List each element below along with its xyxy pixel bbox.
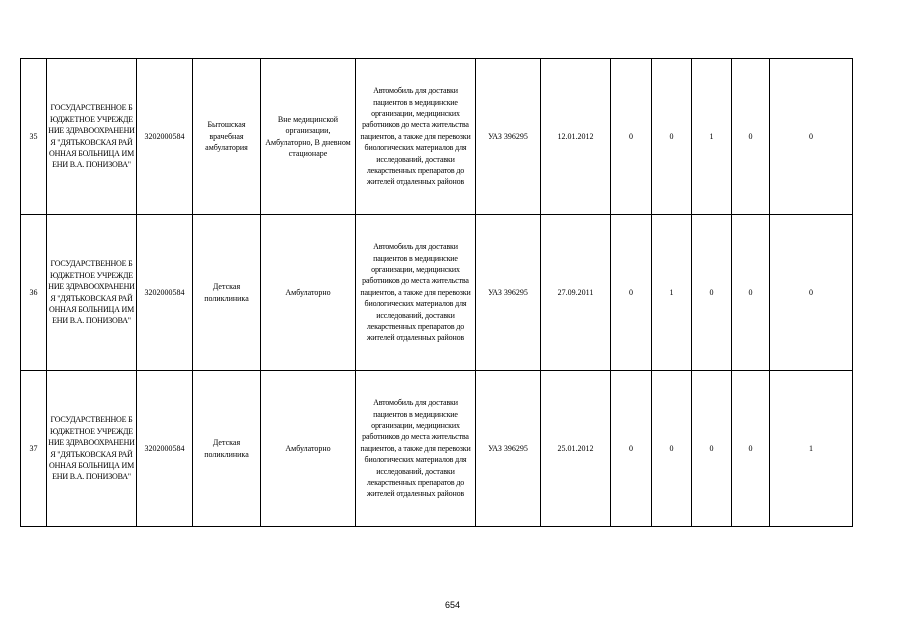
table-row (21, 215, 853, 371)
date-cell: 25.01.2012 (541, 371, 611, 527)
vehicle-model-cell: УАЗ 396295 (476, 59, 541, 215)
indicator-cell-5: 1 (770, 371, 853, 527)
indicator-cell-4: 0 (732, 371, 770, 527)
place-cell: Амбулаторно (261, 371, 356, 527)
date-cell: 12.01.2012 (541, 59, 611, 215)
purpose-cell: Автомобиль для доставки пациентов в медицинские организации, медицинских работников до места жительства пациентов, а также для перевозки биологических материалов для исследований, доставки лекарственных препаратов до жителей отдаленных районов (356, 215, 476, 371)
place-cell: Вне медицинской организации, Амбулаторно, В дневном стационаре (261, 59, 356, 215)
indicator-cell-3: 0 (692, 215, 732, 371)
indicator-cell-2: 0 (652, 371, 692, 527)
table (20, 58, 853, 527)
indicator-cell-3: 0 (692, 371, 732, 527)
facility-cell: Детская поликлиника (193, 371, 261, 527)
indicator-cell-1: 0 (611, 215, 652, 371)
vehicle-model-cell: УАЗ 396295 (476, 371, 541, 527)
indicator-cell-2: 0 (652, 59, 692, 215)
code-cell: 3202000584 (137, 59, 193, 215)
organization-cell: ГОСУДАРСТВЕННОЕ БЮДЖЕТНОЕ УЧРЕЖДЕНИЕ ЗДРАВООХРАНЕНИЯ "ДЯТЬКОВСКАЯ РАЙОННАЯ БОЛЬНИЦА ИМЕНИ В.А. ПОНИЗОВА" (47, 215, 137, 371)
facility-cell: Детская поликлиника (193, 215, 261, 371)
row-number-cell: 35 (21, 59, 47, 215)
indicator-cell-5: 0 (770, 215, 853, 371)
indicator-cell-5: 0 (770, 59, 853, 215)
organization-cell: ГОСУДАРСТВЕННОЕ БЮДЖЕТНОЕ УЧРЕЖДЕНИЕ ЗДРАВООХРАНЕНИЯ "ДЯТЬКОВСКАЯ РАЙОННАЯ БОЛЬНИЦА ИМЕНИ В.А. ПОНИЗОВА" (47, 371, 137, 527)
purpose-cell: Автомобиль для доставки пациентов в медицинские организации, медицинских работников до места жительства пациентов, а также для перевозки биологических материалов для исследований, доставки лекарственных препаратов до жителей отдаленных районов (356, 371, 476, 527)
facility-cell: Бытошская врачебная амбулатория (193, 59, 261, 215)
vehicle-model-cell: УАЗ 396295 (476, 215, 541, 371)
indicator-cell-1: 0 (611, 371, 652, 527)
indicator-cell-2: 1 (652, 215, 692, 371)
date-cell: 27.09.2011 (541, 215, 611, 371)
purpose-cell: Автомобиль для доставки пациентов в медицинские организации, медицинских работников до места жительства пациентов, а также для перевозки биологических материалов для исследований, доставки лекарственных препаратов до жителей отдаленных районов (356, 59, 476, 215)
place-cell: Амбулаторно (261, 215, 356, 371)
page-number: 654 (444, 600, 461, 610)
code-cell: 3202000584 (137, 215, 193, 371)
row-number-cell: 37 (21, 371, 47, 527)
organization-cell: ГОСУДАРСТВЕННОЕ БЮДЖЕТНОЕ УЧРЕЖДЕНИЕ ЗДРАВООХРАНЕНИЯ "ДЯТЬКОВСКАЯ РАЙОННАЯ БОЛЬНИЦА ИМЕНИ В.А. ПОНИЗОВА" (47, 59, 137, 215)
table-row (21, 371, 853, 527)
row-number-cell: 36 (21, 215, 47, 371)
indicator-cell-3: 1 (692, 59, 732, 215)
code-cell: 3202000584 (137, 371, 193, 527)
table-row (21, 59, 853, 215)
indicator-cell-4: 0 (732, 215, 770, 371)
indicator-cell-4: 0 (732, 59, 770, 215)
indicator-cell-1: 0 (611, 59, 652, 215)
